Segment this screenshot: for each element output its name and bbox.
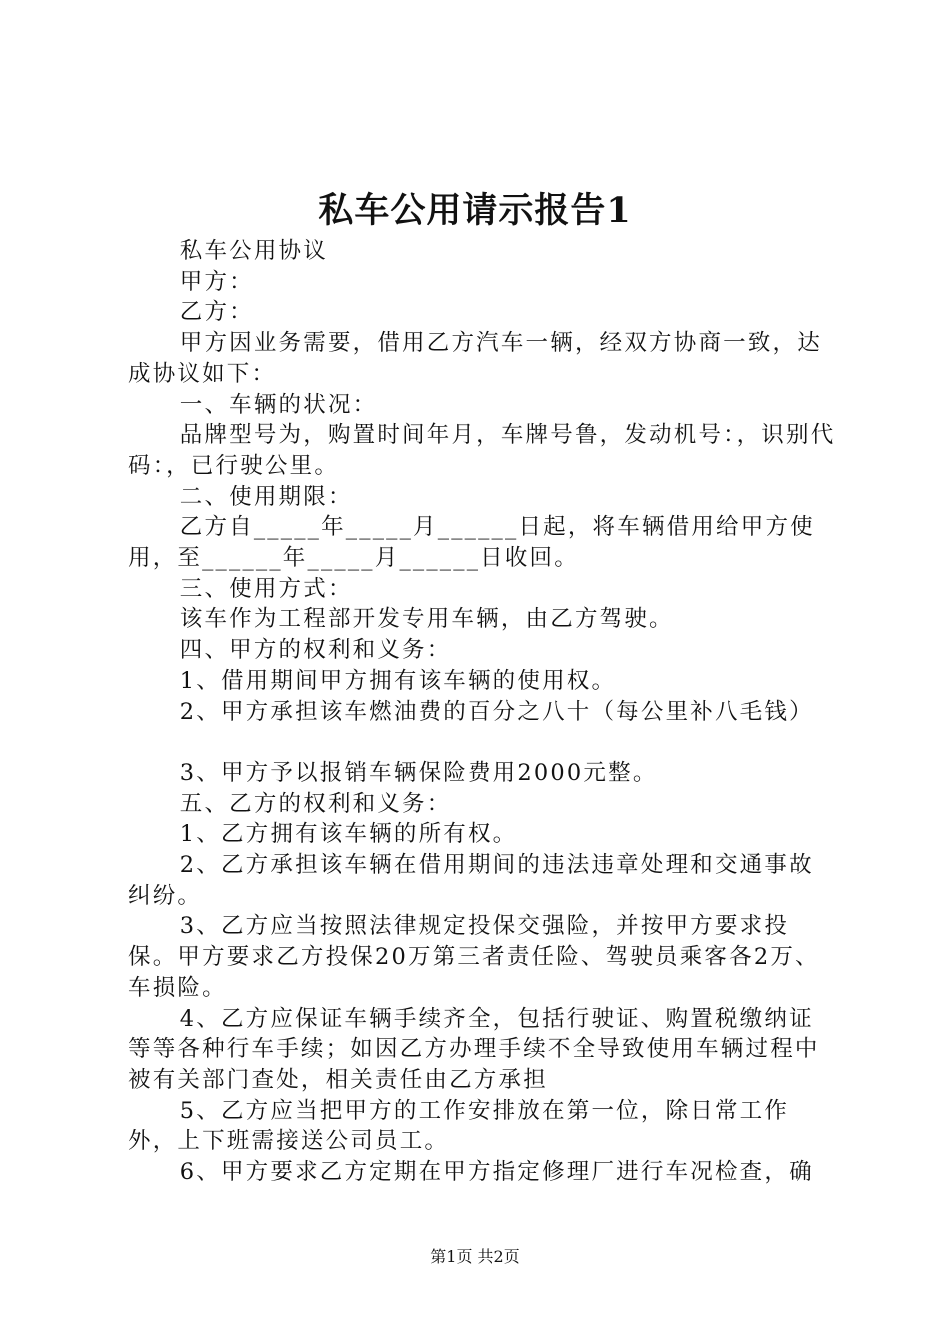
paragraph: 品牌型号为，购置时间年月，车牌号鲁，发动机号：，识别代码：，已行驶公里。: [128, 422, 836, 479]
document-title: 私车公用请示报告1: [318, 190, 632, 231]
list-item: 1、借用期间甲方拥有该车辆的使用权。: [179, 667, 617, 694]
section-heading: 三、使用方式：: [179, 575, 353, 602]
section-heading: 一、车辆的状况：: [179, 391, 378, 418]
list-item: 2、甲方承担该车燃油费的百分之八十（每公里补八毛钱）: [179, 698, 814, 725]
list-item: 1、乙方拥有该车辆的所有权。: [179, 821, 518, 848]
list-item: 5、乙方应当把甲方的工作安排放在第一位，除日常工作外，上下班需接送公司员工。: [128, 1097, 790, 1155]
paragraph: 私车公用协议: [179, 238, 328, 264]
list-item: 3、乙方应当按照法律规定投保交强险，并按甲方要求投保。甲方要求乙方投保20万第三者责任险、驾驶员乘客各2万、车损险。: [128, 913, 820, 1001]
section-heading: 五、乙方的权利和义务：: [179, 790, 452, 817]
paragraph: 甲方：: [179, 268, 254, 295]
document-body: [128, 236, 838, 1188]
list-item: 3、甲方予以报销车辆保险费用2000元整。: [179, 759, 658, 786]
paragraph: 甲方因业务需要，借用乙方汽车一辆，经双方协商一致，达成协议如下：: [128, 330, 822, 387]
paragraph: 乙方自_____年_____月______日起，将车辆借用给甲方使用，至______年_____月______日收回。: [128, 514, 815, 572]
section-heading: 二、使用期限：: [179, 483, 353, 510]
section-heading: 四、甲方的权利和义务：: [179, 637, 452, 664]
paragraph: 乙方：: [179, 299, 254, 326]
paragraph: 该车作为工程部开发专用车辆，由乙方驾驶。: [179, 606, 674, 633]
list-item: 2、乙方承担该车辆在借用期间的违法违章处理和交通事故纠纷。: [128, 852, 814, 909]
list-item: 4、乙方应保证车辆手续齐全，包括行驶证、购置税缴纳证等等各种行车手续；如因乙方办理手续不全导致使用车辆过程中被有关部门查处，相关责任由乙方承担: [128, 1005, 820, 1093]
list-item: 6、甲方要求乙方定期在甲方指定修理厂进行车况检查，确: [179, 1159, 814, 1186]
page-footer: 第1页 共2页: [430, 1247, 520, 1266]
